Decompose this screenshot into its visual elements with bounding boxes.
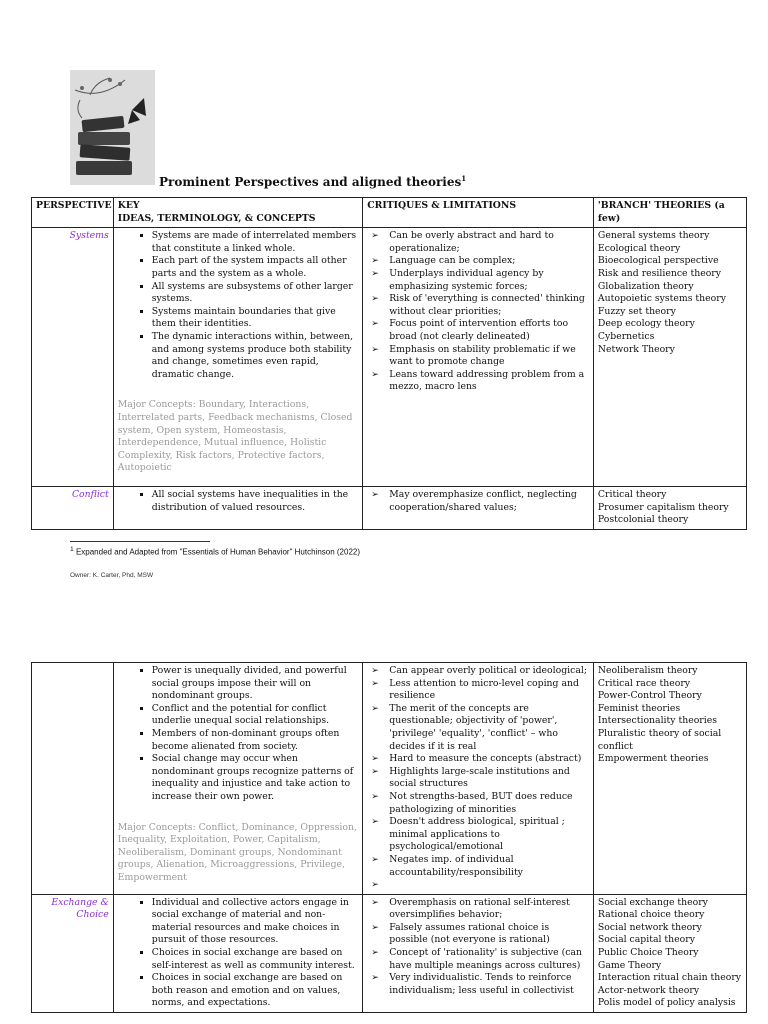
list-item: ▪ All social systems have inequalities in the distribution of valued resources.: [152, 489, 359, 514]
header-critiques: CRITIQUES & LIMITATIONS: [363, 198, 594, 228]
list-item: Bioecological perspective: [597, 255, 719, 267]
list-item: ➢ Falsely assumes rational choice is possible (not everyone is rational): [389, 922, 589, 947]
list-item: Deep ecology theory: [597, 318, 695, 330]
list-item: Pluralistic theory of social conflict: [597, 727, 722, 752]
list-item: Rational choice theory: [597, 909, 705, 921]
list-item: Interaction ritual chain theory: [597, 972, 742, 984]
footnote: $^1$ Expanded and Adapted from "Essentials of Human Behavior" Hutchinson (2022): [70, 546, 361, 557]
header-key-ideas: KEY IDEAS, TERMINOLOGY, & CONCEPTS: [113, 198, 363, 228]
theories-table-page2: [31, 662, 747, 1013]
list-item: ▪ Each part of the system impacts all other parts and the system as a whole.: [152, 255, 359, 280]
list-item: Public Choice Theory: [597, 947, 699, 959]
list-item: Ecological theory: [597, 242, 681, 254]
list-item: Postcolonial theory: [597, 514, 689, 526]
list-item: ➢ Underplays individual agency by emphasizing systemic forces;: [389, 268, 589, 293]
list-item: Social capital theory: [597, 934, 695, 946]
systems-ideas-list: [118, 230, 359, 381]
conflict-branch-theories-cont: [593, 663, 746, 895]
list-item: [389, 879, 589, 892]
list-item: ➢ Can be overly abstract and hard to operationalize;: [389, 230, 589, 255]
list-item: ➢ Negates imp. of individual accountability/responsibility: [389, 854, 589, 879]
conflict-ideas-list-cont: [118, 665, 359, 804]
list-item: Globalization theory: [597, 280, 694, 292]
list-item: ➢ Concept of 'rationality' is subjective (can have multiple meanings across cultures): [389, 947, 589, 972]
perspective-exchange-choice: Exchange & Choice: [32, 894, 114, 1012]
list-item: ▪ Members of non-dominant groups often become alienated from society.: [152, 728, 359, 753]
conflict-ideas-list: [118, 489, 359, 514]
list-item: Cybernetics: [597, 330, 655, 342]
list-item: ➢ Emphasis on stability problematic if we want to promote change: [389, 344, 589, 369]
list-item: Game Theory: [597, 959, 662, 971]
row-conflict-part1: [32, 487, 747, 530]
list-item: ➢ Highlights large-scale institutions and social structures: [389, 766, 589, 791]
list-item: Feminist theories: [597, 702, 681, 714]
list-item: ▪ Systems maintain boundaries that give them their identities.: [152, 306, 359, 331]
list-item: Polis model of policy analysis: [597, 997, 736, 1009]
list-item: Network Theory: [597, 343, 675, 355]
list-item: ▪ Individual and collective actors engage in social exchange of material and non-material resources and make choices in pursuit of those resources.: [152, 897, 359, 947]
list-item: Fuzzy set theory: [597, 305, 676, 317]
list-item: Intersectionality theories: [597, 715, 717, 727]
perspective-conflict: Conflict: [32, 487, 114, 530]
list-item: ▪ Power is unequally divided, and powerful social groups impose their will on nondominant groups.: [152, 665, 359, 703]
conflict-branch-theories: [593, 487, 746, 530]
list-item: Autopoietic systems theory: [597, 293, 726, 305]
conflict-critiques-list: [367, 489, 589, 514]
list-item: ➢ Very individualistic. Tends to reinforce individualism; less useful in collectivist: [389, 972, 589, 997]
list-item: General systems theory: [597, 230, 710, 242]
book-butterfly-illustration: [70, 70, 155, 185]
exchange-ideas-list: [118, 897, 359, 1010]
list-item: ➢ Leans toward addressing problem from a mezzo, macro lens: [389, 369, 589, 394]
list-item: Prosumer capitalism theory: [597, 501, 729, 513]
list-item: ➢ Focus point of intervention efforts too broad (not clearly delineated): [389, 318, 589, 343]
list-item: Power-Control Theory: [597, 690, 702, 702]
owner-credit: Owner: K. Carter, Phd, MSW: [70, 572, 154, 579]
list-item: Actor-network theory: [597, 984, 700, 996]
list-item: Neoliberalism theory: [597, 665, 698, 676]
systems-major-concepts: Major Concepts: Boundary, Interactions, Interrelated parts, Feedback mechanisms, Closed system, Open system, Homeostasis, Interdependence, Mutual influence, Holistic Complexity, Risk factors, Protective factors, Autopoietic: [117, 399, 353, 474]
row-exchange-choice: [32, 894, 747, 1012]
document-title: Prominent Perspectives and aligned theories$^1$: [159, 174, 467, 189]
row-conflict-part2: [32, 663, 747, 895]
list-item: ▪ Systems are made of interrelated members that constitute a linked whole.: [152, 230, 359, 255]
list-item: ➢ May overemphasize conflict, neglecting cooperation/shared values;: [389, 489, 589, 514]
list-item: ▪ Conflict and the potential for conflict underlie unequal social relationships.: [152, 703, 359, 728]
list-item: ▪ The dynamic interactions within, between, and among systems produce both stability and change, sometimes even rapid, dramatic change.: [152, 331, 359, 381]
footnote-divider: [70, 541, 210, 542]
list-item: Empowerment theories: [597, 753, 709, 765]
list-item: ➢ The merit of the concepts are questionable; objectivity of 'power', 'privilege' 'equality', 'conflict' – who decides if it is real: [389, 703, 589, 753]
perspective-systems: Systems: [32, 228, 114, 487]
list-item: ➢ Not strengths-based, BUT does reduce pathologizing of minorities: [389, 791, 589, 816]
list-item: ➢ Doesn't address biological, spiritual ; minimal applications to psychological/emotional: [389, 816, 589, 854]
list-item: Critical theory: [597, 489, 667, 501]
header-row: [32, 198, 747, 228]
list-item: ▪ All systems are subsystems of other larger systems.: [152, 281, 359, 306]
list-item: ➢ Overemphasis on rational self-interest oversimplifies behavior;: [389, 897, 589, 922]
list-item: ▪ Choices in social exchange are based on both reason and emotion and on values, norms, and expectations.: [152, 972, 359, 1010]
theories-table-page1: [31, 197, 747, 530]
list-item: ➢ Less attention to micro-level coping and resilience: [389, 678, 589, 703]
list-item: ➢ Language can be complex;: [389, 255, 589, 268]
list-item: ▪ Social change may occur when nondominant groups recognize patterns of inequality and injustice and take action to increase their own power.: [152, 753, 359, 803]
list-item: Critical race theory: [597, 677, 691, 689]
list-item: ➢ Hard to measure the concepts (abstract): [389, 753, 589, 766]
list-item: Social network theory: [597, 921, 702, 933]
conflict-major-concepts: Major Concepts: Conflict, Dominance, Oppression, Inequality, Exploitation, Power, Capitalism, Neoliberalism, Dominant groups, Nondominant groups, Alienation, Microaggressions, Privilege, Empowerment: [117, 821, 357, 883]
conflict-critiques-list-cont: [367, 665, 589, 892]
list-item: Social exchange theory: [597, 896, 708, 908]
list-item: ▪ Choices in social exchange are based on self-interest as well as community interest.: [152, 947, 359, 972]
list-item: ➢ Risk of 'everything is connected' thinking without clear priorities;: [389, 293, 589, 318]
header-branch-theories: 'BRANCH' THEORIES (a few): [593, 198, 746, 228]
exchange-critiques-list: [367, 897, 589, 998]
list-item: ➢ Can appear overly political or ideological;: [389, 665, 589, 678]
systems-branch-theories: [593, 228, 746, 487]
header-perspective: PERSPECTIVE: [32, 198, 114, 228]
row-systems: [32, 228, 747, 487]
systems-critiques-list: [367, 230, 589, 394]
list-item: Risk and resilience theory: [597, 267, 722, 279]
exchange-branch-theories: [593, 894, 746, 1012]
